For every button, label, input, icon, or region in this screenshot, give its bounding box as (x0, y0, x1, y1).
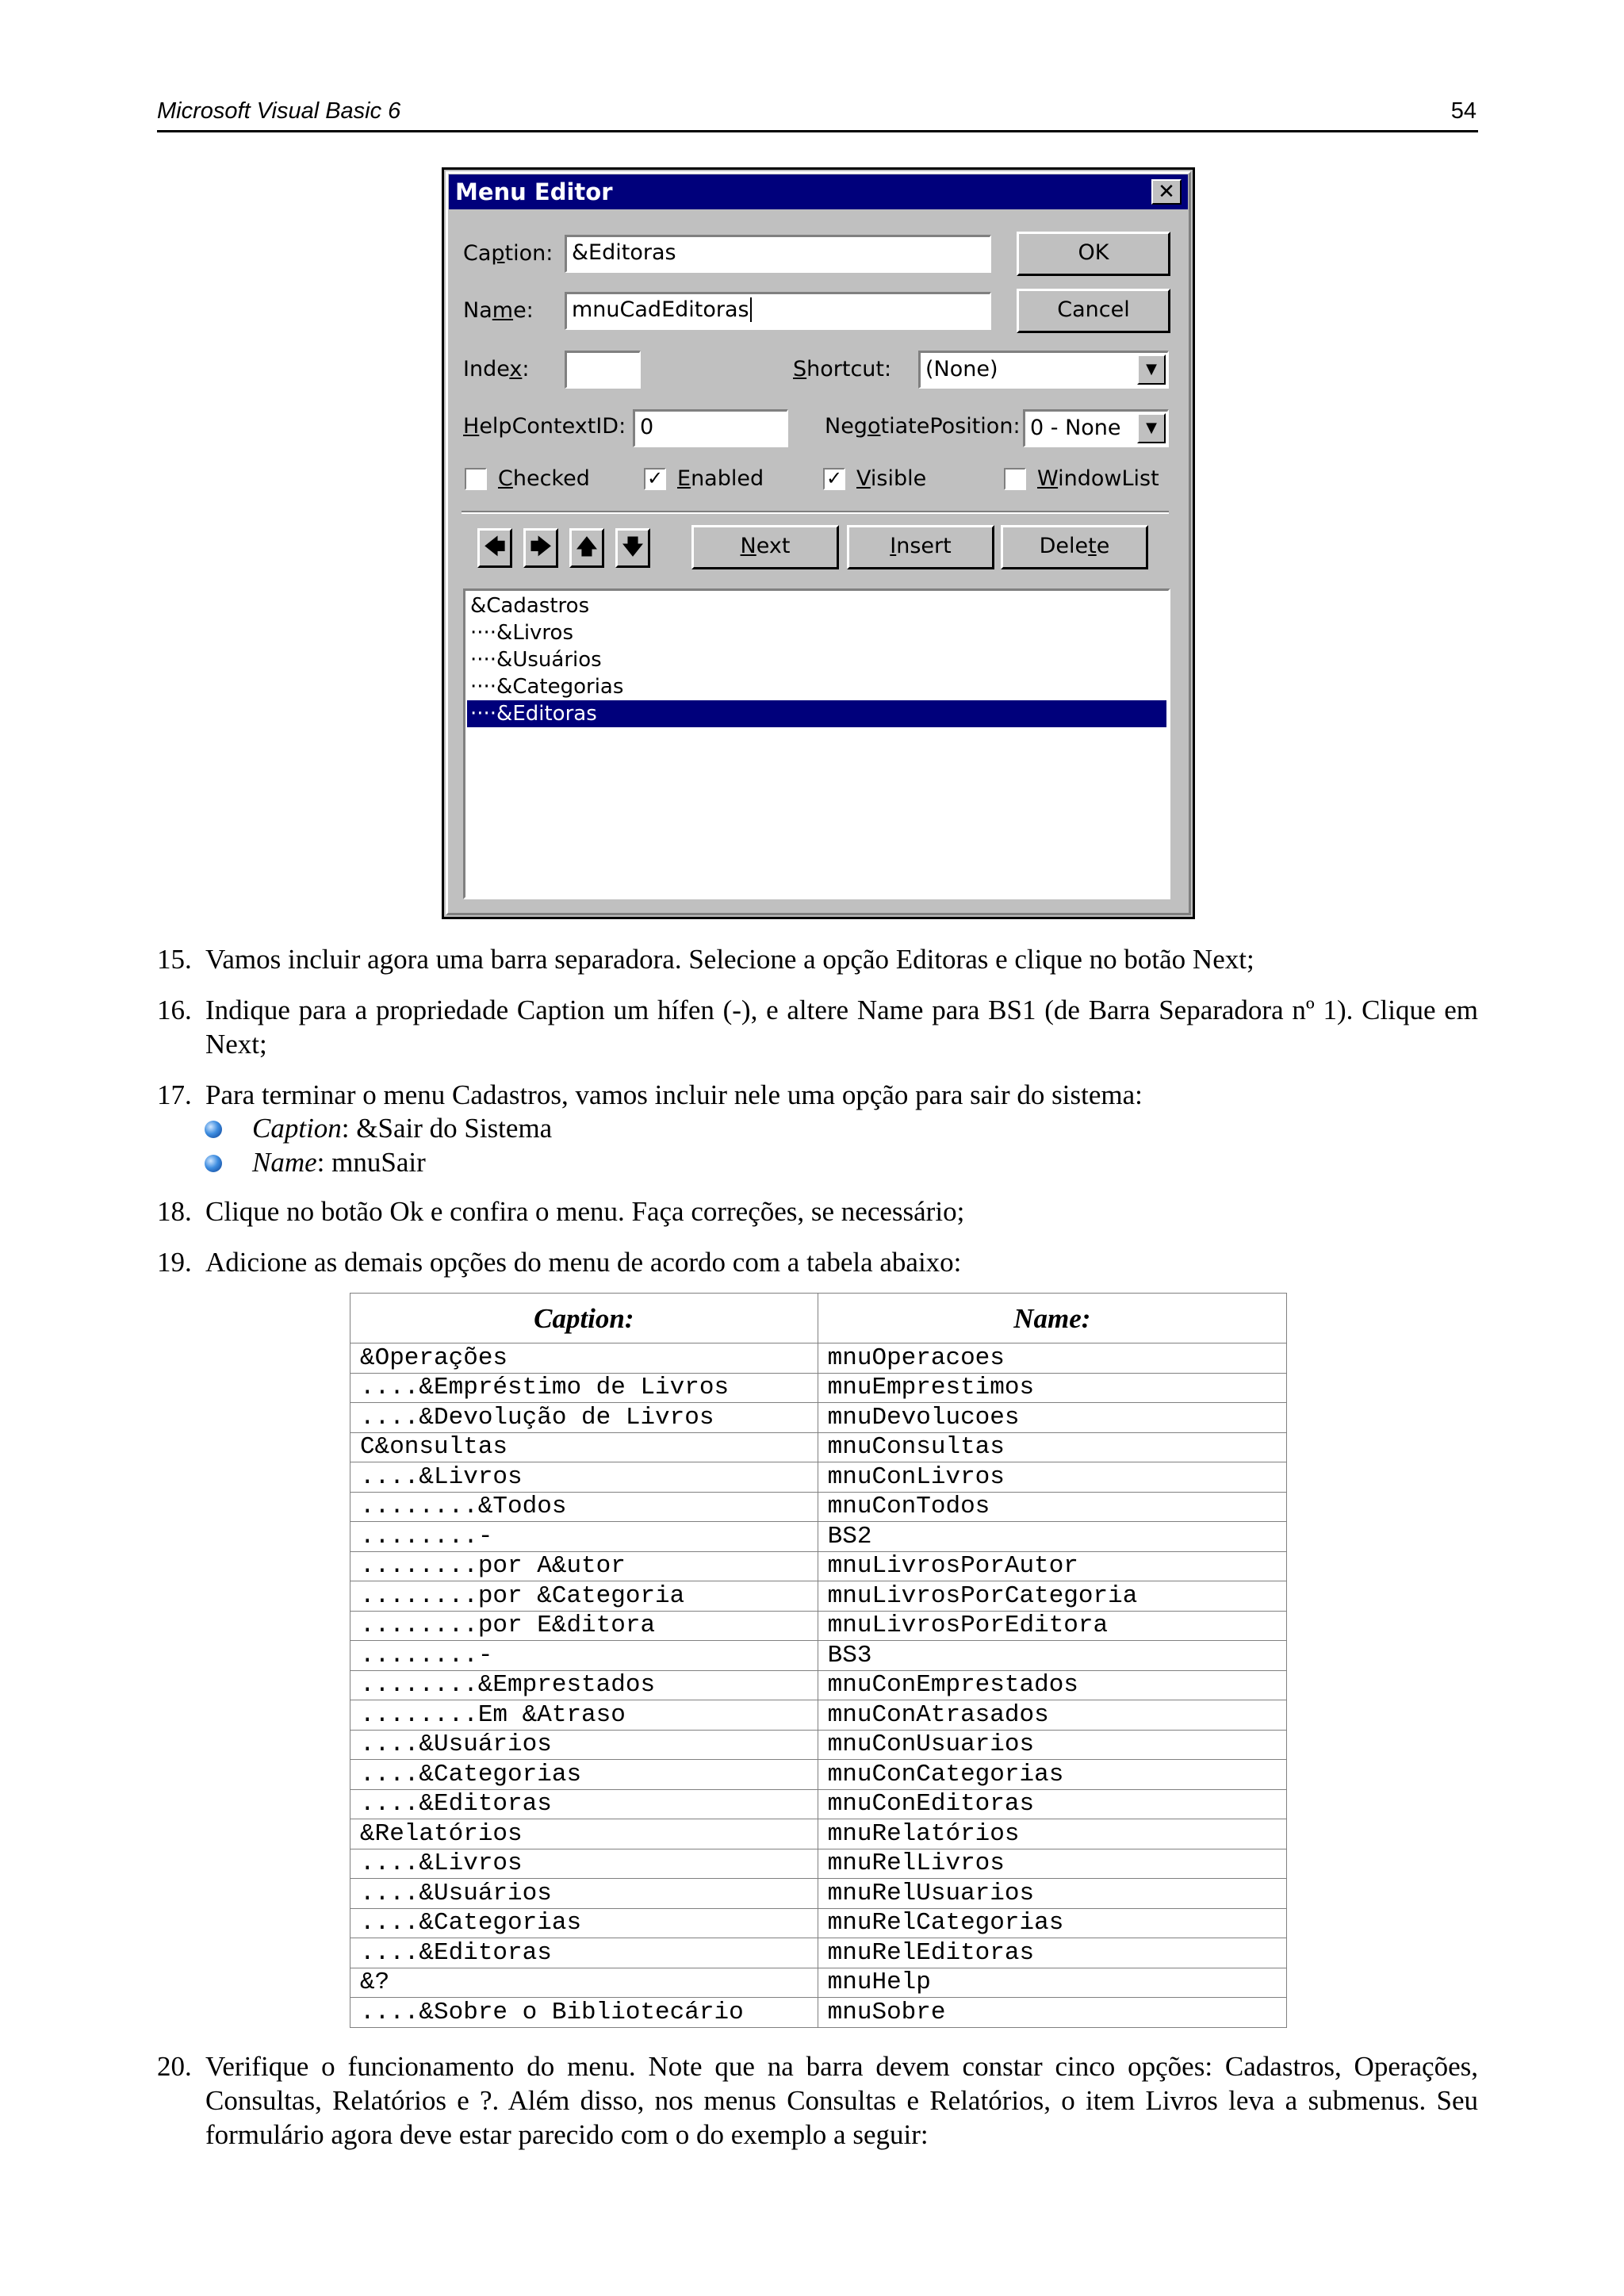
name-cell: mnuSobre (818, 1998, 1286, 2028)
shortcut-value: (None) (925, 357, 998, 381)
table-row (350, 1789, 1287, 1819)
name-cell: mnuOperacoes (818, 1343, 1286, 1374)
header-title: Microsoft Visual Basic 6 (157, 98, 401, 124)
index-input[interactable] (565, 351, 641, 389)
caption-cell: C&onsultas (350, 1432, 818, 1462)
move-right-button[interactable] (523, 528, 558, 568)
helpcontextid-label: HelpContextID: (463, 414, 626, 439)
chevron-down-icon[interactable]: ▼ (1137, 355, 1166, 385)
caption-cell: ........por E&ditora (350, 1611, 818, 1641)
caption-input[interactable]: &Editoras (565, 235, 991, 273)
arrow-up-icon: 🡅 (576, 535, 598, 559)
table-row (350, 1581, 1287, 1612)
step-17: 17. Para terminar o menu Cadastros, vamos incluir nele uma opção para sair do sistema: (157, 1079, 1143, 1110)
name-cell: BS2 (818, 1522, 1286, 1552)
name-cell: mnuConTodos (818, 1492, 1286, 1522)
step-16: 16. Indique para a propriedade Caption um hífen (-), e altere Name para BS1 (de Barra Separadora nº 1). Clique em Next; (157, 995, 1478, 1060)
next-button[interactable]: Next (691, 525, 839, 569)
name-cell: mnuRelEditoras (818, 1938, 1286, 1968)
list-item[interactable]: ····&Usuários (470, 648, 602, 672)
table-row (350, 1611, 1287, 1641)
step-20: 20. Verifique o funcionamento do menu. Note que na barra devem constar cinco opções: Cadastros, Operações, Consultas, Relatórios e ?. Além disso, nos menus Consultas e Relatórios, o item Livros leva a submenus. Seu formulário agora deve estar parecido com o do exemplo a seguir: (157, 2051, 1478, 2150)
checked-checkbox[interactable] (465, 468, 487, 490)
name-cell: mnuLivrosPorCategoria (818, 1581, 1286, 1612)
caption-cell: &Operações (350, 1343, 818, 1374)
name-cell: mnuConLivros (818, 1462, 1286, 1493)
table-row (350, 1670, 1287, 1700)
table-row (350, 1343, 1287, 1374)
insert-button[interactable]: Insert (847, 525, 994, 569)
enabled-label: Enabled (677, 466, 764, 491)
name-cell: mnuRelUsuarios (818, 1879, 1286, 1909)
menu-editor-dialog (442, 167, 1195, 919)
caption-cell: ........&Todos (350, 1492, 818, 1522)
helpcontextid-input[interactable]: 0 (633, 409, 788, 447)
document-page: Microsoft Visual Basic 6 54 Menu Editor ✕ Caption: &Editoras Name: mnuCadEditoras OK Cancel Index: Shortcut: (None) ▼ HelpContextID: 0 NegotiatePosition: 0 - None ▼ Checked ✓ Enabled ✓ Visible WindowList 🡄 🡆 🡅 🡇 Next Insert Delete &Cadastros ····&Livros ····&Usuários ····&Categorias ····&Editoras 15. Vamos incluir agora uma barra separadora. Selecione a opção Editoras e clique no botão Next; 16. Indique para a propriedade Caption um hífen (-), e altere Name para BS1 (de Barra Separadora nº 1). Clique em Next; 17. Para terminar o menu Cadastros, vamos incluir nele uma opção para sair do sistema: Caption: &Sair do Sistema Name: mnuSair 18. Clique no botão Ok e confira o menu. Faça correções, se necessário; 19. Adicione as demais opções do menu de acordo com a tabela abaixo: Caption: Name: &Operações mnuOperacoes ....&Empréstimo de Livros mnuEmprestimos ....&Devolução de Livros mnuDevolucoes C&onsultas mnuConsultas ....&Livros mnuConLivros ........&Todos mnuConTodos ........- BS2 ........por A&utor mnuLivrosPorAutor ........por &Categoria mnuLivrosPorCategoria ........por E&ditora mnuLivrosPorEditora ........- BS3 ........&Emprestados mnuConEmprestados ........Em &Atraso mnuConAtrasados ....&Usuários mnuConUsuarios ....&Categorias mnuConCategorias ....&Editoras mnuConEditoras &Relatórios mnuRelatórios ....&Livros mnuRelLivros ....&Usuários mnuRelUsuarios ....&Categorias mnuRelCategorias ....&Editoras mnuRelEditoras &? mnuHelp ....&Sobre o Bibliotecário mnuSobre 20. Verifique o funcionamento do menu. Note que na barra devem constar cinco opções: Cadastros, Operações, Consultas, Relatórios e ?. Além disso, nos menus Consultas e Relatórios, o item Livros leva a submenus. Seu formulário agora deve estar parecido com o do exemplo a seguir: (0, 0, 1624, 2296)
windowlist-label: WindowList (1037, 466, 1159, 491)
checked-label: Checked (498, 466, 590, 491)
list-item[interactable]: ····&Livros (470, 621, 573, 645)
table-row (350, 1492, 1287, 1522)
caption-cell: &Relatórios (350, 1819, 818, 1849)
caption-cell: ....&Editoras (350, 1789, 818, 1819)
name-cell: mnuEmprestimos (818, 1373, 1286, 1403)
caption-cell: ....&Categorias (350, 1908, 818, 1938)
column-header: Caption: (350, 1294, 818, 1343)
dialog-titlebar (449, 174, 1188, 209)
caption-cell: ....&Livros (350, 1849, 818, 1879)
visible-label: Visible (856, 466, 927, 491)
name-cell: mnuConAtrasados (818, 1700, 1286, 1731)
table-row (350, 1551, 1287, 1581)
caption-cell: ....&Editoras (350, 1938, 818, 1968)
visible-checkbox[interactable] (823, 468, 845, 490)
caption-cell: ....&Usuários (350, 1879, 818, 1909)
table-row (350, 1849, 1287, 1879)
page-header (157, 95, 1478, 132)
name-label: Name: (463, 298, 534, 323)
caption-cell: ....&Devolução de Livros (350, 1403, 818, 1433)
caption-cell: ....&Usuários (350, 1730, 818, 1760)
caption-cell: ....&Sobre o Bibliotecário (350, 1998, 818, 2028)
ok-button[interactable]: OK (1017, 232, 1170, 276)
menu-list[interactable] (463, 588, 1170, 899)
table-header-row (350, 1294, 1287, 1343)
name-cell: mnuDevolucoes (818, 1403, 1286, 1433)
shortcut-label: Shortcut: (793, 357, 892, 381)
menu-table (350, 1293, 1287, 2028)
table-row (350, 1641, 1287, 1671)
windowlist-checkbox[interactable] (1004, 468, 1026, 490)
cancel-button[interactable]: Cancel (1017, 289, 1170, 333)
dialog-title: Menu Editor (455, 178, 613, 205)
check-icon: ✓ (646, 467, 664, 489)
list-item[interactable]: ····&Categorias (470, 675, 624, 699)
name-cell: mnuConEditoras (818, 1789, 1286, 1819)
table-row (350, 1700, 1287, 1731)
arrow-down-icon: 🡇 (622, 535, 644, 559)
arrow-right-icon: 🡆 (530, 535, 552, 559)
table-row (350, 1938, 1287, 1968)
check-icon: ✓ (825, 467, 843, 489)
delete-button[interactable]: Delete (1001, 525, 1148, 569)
name-cell: mnuLivrosPorAutor (818, 1551, 1286, 1581)
table-row (350, 1998, 1287, 2028)
name-cell: mnuConCategorias (818, 1760, 1286, 1790)
arrow-left-icon: 🡄 (484, 535, 506, 559)
table-row (350, 1462, 1287, 1493)
table-row (350, 1908, 1287, 1938)
caption-cell: ........&Emprestados (350, 1670, 818, 1700)
name-cell: mnuConsultas (818, 1432, 1286, 1462)
negotiateposition-label: NegotiatePosition: (825, 414, 1021, 439)
table-row (350, 1730, 1287, 1760)
name-cell: mnuHelp (818, 1968, 1286, 1998)
name-cell: mnuRelatórios (818, 1819, 1286, 1849)
name-cell: mnuConEmprestados (818, 1670, 1286, 1700)
caption-cell: ........- (350, 1641, 818, 1671)
caption-cell: ........- (350, 1522, 818, 1552)
page-number: 54 (1450, 98, 1477, 124)
step-19: 19. Adicione as demais opções do menu de acordo com a tabela abaixo: (157, 1247, 962, 1278)
shortcut-select[interactable] (918, 351, 1169, 389)
table-row (350, 1522, 1287, 1552)
caption-label: Caption: (463, 241, 553, 266)
name-cell: mnuRelLivros (818, 1849, 1286, 1879)
name-input[interactable]: mnuCadEditoras (565, 292, 991, 330)
table-row (350, 1373, 1287, 1403)
close-icon: ✕ (1158, 180, 1175, 204)
list-item-selected[interactable]: ····&Editoras (467, 700, 1166, 727)
name-cell: mnuLivrosPorEditora (818, 1611, 1286, 1641)
bullet-icon (205, 1121, 222, 1138)
table-row (350, 1879, 1287, 1909)
caption-cell: ........por &Categoria (350, 1581, 818, 1612)
divider (462, 511, 1169, 514)
caption-cell: ....&Empréstimo de Livros (350, 1373, 818, 1403)
caption-cell: ....&Livros (350, 1462, 818, 1493)
move-down-button[interactable] (615, 528, 650, 568)
enabled-checkbox[interactable] (644, 468, 666, 490)
name-cell: mnuRelCategorias (818, 1908, 1286, 1938)
column-header: Name: (818, 1294, 1286, 1343)
negotiateposition-value: 0 - None (1030, 416, 1121, 440)
index-label: Index: (463, 357, 530, 381)
negotiateposition-select[interactable] (1023, 409, 1169, 447)
chevron-down-icon[interactable]: ▼ (1137, 413, 1166, 443)
caption-cell: ........por A&utor (350, 1551, 818, 1581)
bullet-icon (205, 1155, 222, 1172)
list-item[interactable]: &Cadastros (470, 594, 590, 618)
name-cell: mnuConUsuarios (818, 1730, 1286, 1760)
caption-cell: ....&Categorias (350, 1760, 818, 1790)
move-up-button[interactable] (569, 528, 604, 568)
table-row (350, 1403, 1287, 1433)
table-row (350, 1819, 1287, 1849)
close-button[interactable] (1151, 179, 1182, 205)
table-row (350, 1760, 1287, 1790)
caption-cell: ........Em &Atraso (350, 1700, 818, 1731)
caption-cell: &? (350, 1968, 818, 1998)
table-row (350, 1968, 1287, 1998)
move-left-button[interactable] (477, 528, 512, 568)
step-15: 15. Vamos incluir agora uma barra separadora. Selecione a opção Editoras e clique no botão Next; (157, 944, 1254, 975)
table-row (350, 1432, 1287, 1462)
name-cell: BS3 (818, 1641, 1286, 1671)
step-18: 18. Clique no botão Ok e confira o menu. Faça correções, se necessário; (157, 1196, 965, 1227)
